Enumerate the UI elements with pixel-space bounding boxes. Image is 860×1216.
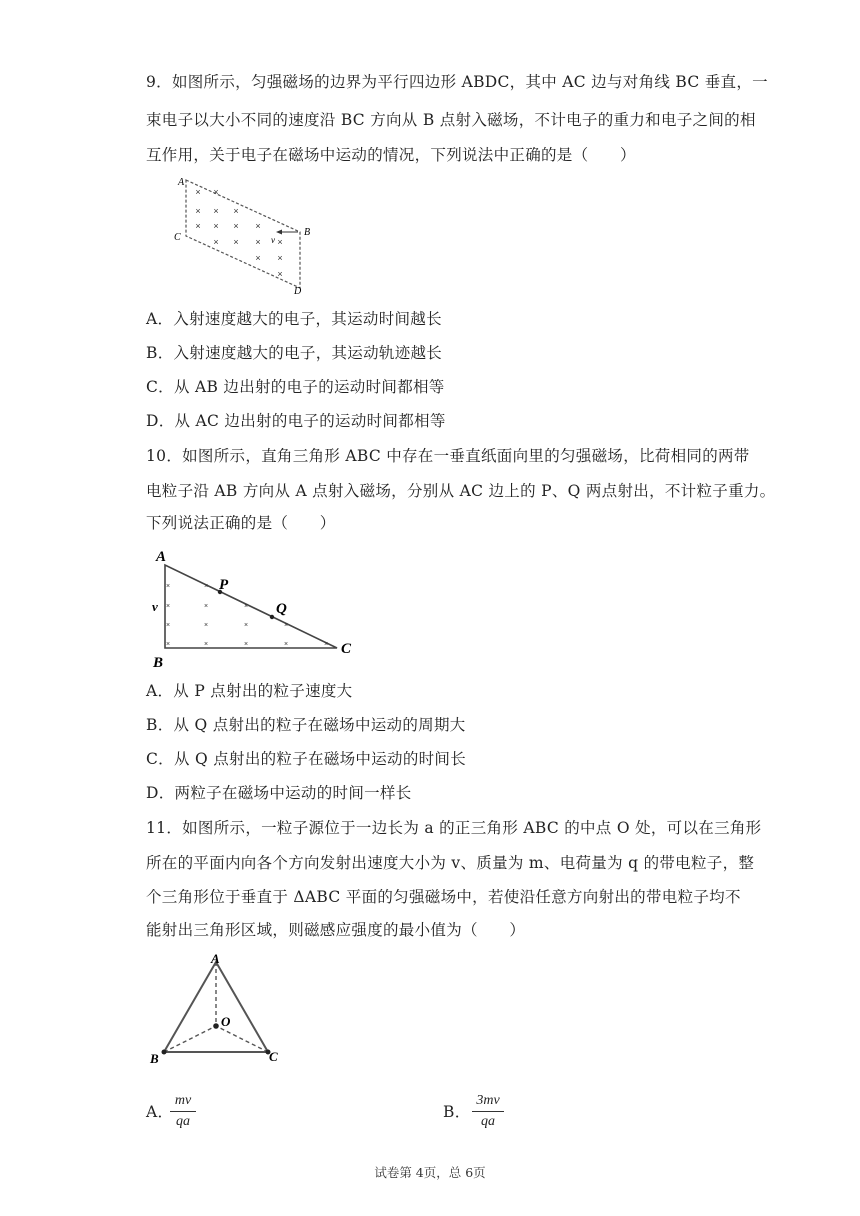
- q10-label-a: A: [156, 549, 167, 565]
- q11-option-b-denominator: qa: [481, 1114, 495, 1129]
- svg-text:×: ×: [203, 641, 209, 648]
- q10-option-d[interactable]: D．两粒子在磁场中运动的时间一样长: [146, 784, 412, 802]
- svg-text:×: ×: [243, 622, 249, 629]
- q10-label-p: P: [219, 577, 229, 593]
- svg-text:×: ×: [165, 641, 171, 648]
- svg-text:×: ×: [203, 583, 209, 590]
- svg-text:×: ×: [213, 221, 219, 231]
- q9-line-2: 束电子以大小不同的速度沿 BC 方向从 B 点射入磁场，不计电子的重力和电子之间的相: [146, 111, 756, 129]
- svg-text:×: ×: [243, 603, 249, 610]
- q11-label-b: B: [150, 1051, 159, 1066]
- q11-line-2: 所在的平面内向各个方向发射出速度大小为 v、质量为 m、电荷量为 q 的带电粒子，整: [146, 854, 755, 872]
- q11-option-a-denominator: qa: [176, 1114, 190, 1129]
- q9-label-v: v: [271, 235, 275, 245]
- svg-text:×: ×: [233, 206, 239, 216]
- svg-text:×: ×: [213, 187, 219, 197]
- q10-option-b[interactable]: B．从 Q 点射出的粒子在磁场中运动的周期大: [146, 716, 466, 734]
- q11-option-a-numerator: mv: [174, 1093, 192, 1108]
- svg-text:×: ×: [203, 622, 209, 629]
- q11-option-a-letter: A．: [146, 1103, 174, 1121]
- q10-label-c: C: [341, 641, 352, 657]
- q10-option-a[interactable]: A．从 P 点射出的粒子速度大: [146, 682, 353, 700]
- q9-label-b: B: [304, 227, 311, 238]
- svg-text:×: ×: [165, 583, 171, 590]
- q11-option-b-numerator: 3mv: [476, 1093, 500, 1108]
- q10-label-b: B: [153, 655, 164, 670]
- q9-line-1: 9．如图所示，匀强磁场的边界为平行四边形 ABDC，其中 AC 边与对角线 BC 垂直，一: [146, 73, 768, 91]
- svg-text:×: ×: [213, 206, 219, 216]
- q11-line-4: 能射出三角形区域，则磁感应强度的最小值为（ ）: [146, 921, 526, 939]
- q11-label-c: C: [269, 1049, 278, 1064]
- svg-text:×: ×: [255, 221, 261, 231]
- svg-text:×: ×: [203, 603, 209, 610]
- svg-text:×: ×: [213, 237, 219, 247]
- svg-text:×: ×: [277, 269, 283, 279]
- q9-label-d: D: [294, 286, 302, 297]
- svg-text:×: ×: [283, 641, 289, 648]
- page-footer: 试卷第 4页，总 6页: [374, 1165, 486, 1180]
- q10-label-q: Q: [276, 601, 287, 617]
- svg-text:×: ×: [255, 253, 261, 263]
- svg-text:×: ×: [165, 622, 171, 629]
- q10-line-3: 下列说法正确的是（ ）: [146, 514, 336, 532]
- q10-figure: [145, 545, 365, 670]
- q11-label-a: A: [211, 951, 220, 966]
- q9-label-a: A: [178, 177, 185, 188]
- q11-line-3: 个三角形位于垂直于 ΔABC 平面的匀强磁场中，若使沿任意方向射出的带电粒子均不: [146, 888, 741, 906]
- q11-option-b-letter: B．: [443, 1103, 471, 1121]
- svg-text:×: ×: [243, 641, 249, 648]
- q11-label-o: O: [221, 1014, 231, 1029]
- q9-option-a[interactable]: A．入射速度越大的电子，其运动时间越长: [146, 310, 442, 328]
- q10-option-c[interactable]: C．从 Q 点射出的粒子在磁场中运动的时间长: [146, 750, 467, 768]
- svg-text:×: ×: [277, 253, 283, 263]
- q9-label-c: C: [174, 232, 181, 243]
- svg-text:×: ×: [323, 641, 329, 648]
- svg-text:×: ×: [283, 622, 289, 629]
- q11-option-b-fraction: [472, 1093, 504, 1130]
- q10-line-1: 10．如图所示，直角三角形 ABC 中存在一垂直纸面向里的匀强磁场，比荷相同的两带: [146, 447, 750, 465]
- svg-text:×: ×: [277, 237, 283, 247]
- q11-option-a-fraction: [170, 1093, 196, 1130]
- q11-figure: [148, 948, 288, 1068]
- svg-text:×: ×: [233, 237, 239, 247]
- q9-option-c[interactable]: C．从 AB 边出射的电子的运动时间都相等: [146, 378, 445, 396]
- q10-line-2: 电粒子沿 AB 方向从 A 点射入磁场，分别从 AC 边上的 P、Q 两点射出，不计粒子重力。: [146, 482, 776, 500]
- svg-text:×: ×: [195, 221, 201, 231]
- q10-label-v: v: [152, 599, 158, 614]
- svg-text:×: ×: [233, 221, 239, 231]
- q9-figure: [168, 168, 318, 300]
- svg-text:×: ×: [195, 187, 201, 197]
- q9-line-3: 互作用，关于电子在磁场中运动的情况，下列说法中正确的是（ ）: [146, 146, 636, 164]
- svg-text:×: ×: [255, 237, 261, 247]
- q11-line-1: 11．如图所示，一粒子源位于一边长为 a 的正三角形 ABC 的中点 O 处，可以在三角形: [146, 819, 762, 837]
- q9-option-b[interactable]: B．入射速度越大的电子，其运动轨迹越长: [146, 344, 443, 362]
- q9-option-d[interactable]: D．从 AC 边出射的电子的运动时间都相等: [146, 412, 446, 430]
- svg-text:×: ×: [165, 603, 171, 610]
- svg-text:×: ×: [195, 206, 201, 216]
